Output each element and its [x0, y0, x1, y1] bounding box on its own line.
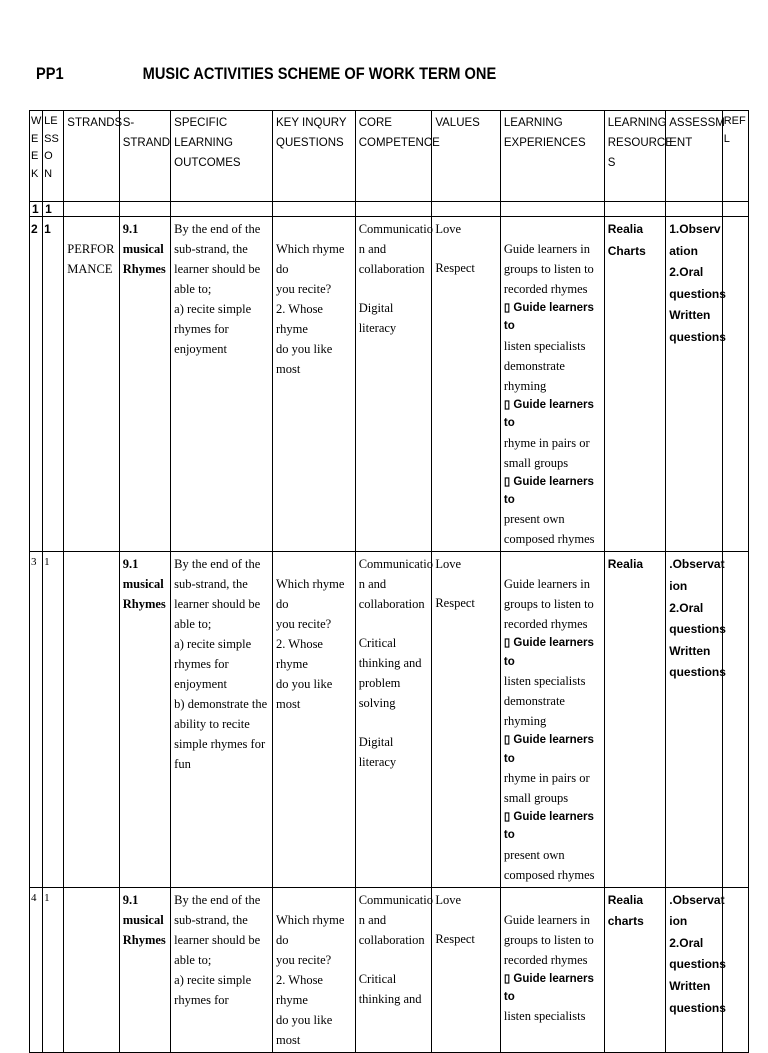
- table-row: [30, 202, 749, 217]
- col-sub-strand: S- STRAND: [119, 111, 170, 202]
- strand-cell: PERFOR MANCE: [64, 217, 119, 552]
- competence-cell: Communicatio n and collaboration Digital literacy: [355, 217, 432, 552]
- reflection-cell: [722, 552, 748, 887]
- week-cell: 2: [30, 217, 43, 552]
- col-reflection: REF L: [722, 111, 748, 202]
- values-cell: Love Respect: [432, 552, 501, 887]
- week-cell: 3: [30, 552, 43, 887]
- competence-cell: Communicatio n and collaboration Critical thinking and: [355, 887, 432, 1052]
- strand-cell: [64, 887, 119, 1052]
- lesson-cell: 1: [43, 217, 64, 552]
- lesson-cell: 1: [43, 887, 64, 1052]
- questions-cell: Which rhyme do you recite? 2. Whose rhyme do you like most: [273, 887, 356, 1052]
- table-row: [30, 552, 749, 887]
- col-strands: STRANDS: [64, 111, 119, 202]
- document-title: MUSIC ACTIVITIES SCHEME OF WORK TERM ONE: [142, 64, 497, 83]
- resources-cell: Realia Charts: [604, 217, 666, 552]
- col-lesson: LE SS O N: [43, 111, 64, 202]
- table-row: [30, 887, 749, 1052]
- col-competence: CORE COMPETENCE: [355, 111, 432, 202]
- assessment-cell: 1.Observ ation 2.Oral questions Written questions: [666, 217, 722, 552]
- table-row: [30, 217, 749, 552]
- col-values: VALUES: [432, 111, 501, 202]
- reflection-cell: [722, 217, 748, 552]
- assessment-cell: .Observat ion 2.Oral questions Written questions: [666, 887, 722, 1052]
- resources-cell: Realia: [604, 552, 666, 887]
- sub-strand-cell: 9.1 musical Rhymes: [119, 552, 170, 887]
- outcomes-cell: By the end of the sub-strand, the learner should be able to; a) recite simple rhymes for enjoyment: [171, 217, 273, 552]
- header-row: [30, 111, 749, 202]
- reflection-cell: [722, 887, 748, 1052]
- scheme-of-work-table: [29, 110, 749, 1053]
- week-cell: 4: [30, 887, 43, 1052]
- class-label: PP1: [36, 64, 64, 83]
- questions-cell: Which rhyme do you recite? 2. Whose rhyme do you like most: [273, 552, 356, 887]
- questions-cell: Which rhyme do you recite? 2. Whose rhyme do you like most: [273, 217, 356, 552]
- col-week: W E E K: [30, 111, 43, 202]
- sub-strand-cell: 9.1 musical Rhymes: [119, 887, 170, 1052]
- experiences-cell: Guide learners in groups to listen to recorded rhymes ▯ Guide learners to listen specialists demonstrate rhyming ▯ Guide learners to rhyme in pairs or small groups ▯ Guide learners to present own composed rhymes: [500, 217, 604, 552]
- strand-cell: [64, 552, 119, 887]
- col-experiences: LEARNING EXPERIENCES: [500, 111, 604, 202]
- experiences-cell: Guide learners in groups to listen to recorded rhymes ▯ Guide learners to listen specialists demonstrate rhyming ▯ Guide learners to rhyme in pairs or small groups ▯ Guide learners to present own composed rhymes: [500, 552, 604, 887]
- lesson-cell: 1: [43, 552, 64, 887]
- values-cell: Love Respect: [432, 887, 501, 1052]
- week-cell: 1: [30, 202, 43, 217]
- page-title: [36, 64, 648, 90]
- col-resources: LEARNING RESOURCE S: [604, 111, 666, 202]
- col-outcomes: SPECIFIC LEARNING OUTCOMES: [171, 111, 273, 202]
- competence-cell: Communicatio n and collaboration Critical thinking and problem solving Digital literacy: [355, 552, 432, 887]
- outcomes-cell: By the end of the sub-strand, the learner should be able to; a) recite simple rhymes for: [171, 887, 273, 1052]
- assessment-cell: .Observat ion 2.Oral questions Written questions: [666, 552, 722, 887]
- resources-cell: Realia charts: [604, 887, 666, 1052]
- col-assessment: ASSESSM ENT: [666, 111, 722, 202]
- lesson-cell: 1: [43, 202, 64, 217]
- values-cell: Love Respect: [432, 217, 501, 552]
- col-questions: KEY INQURY QUESTIONS: [273, 111, 356, 202]
- outcomes-cell: By the end of the sub-strand, the learner should be able to; a) recite simple rhymes for enjoyment b) demonstrate the ability to recite simple rhymes for fun: [171, 552, 273, 887]
- experiences-cell: Guide learners in groups to listen to recorded rhymes ▯ Guide learners to listen specialists: [500, 887, 604, 1052]
- sub-strand-cell: 9.1 musical Rhymes: [119, 217, 170, 552]
